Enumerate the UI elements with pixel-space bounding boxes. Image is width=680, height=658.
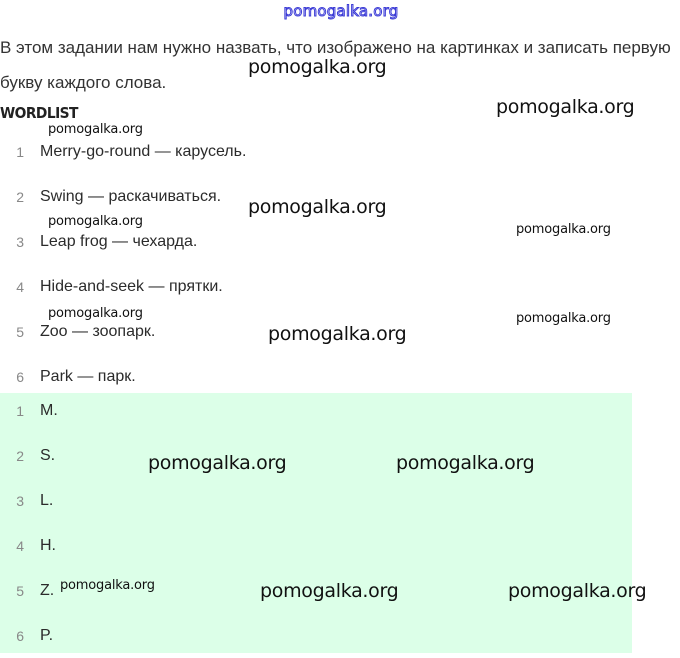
wordlist-heading: WORDLIST: [0, 104, 78, 122]
watermark: pomogalka.org: [260, 580, 399, 602]
item-number: 2: [16, 188, 24, 205]
answer-text: S.: [40, 446, 56, 464]
watermark: pomogalka.org: [516, 311, 611, 326]
item-text: Zoo — зоопарк.: [40, 322, 156, 340]
item-number: 4: [16, 278, 24, 295]
watermark: pomogalka.org: [496, 96, 635, 118]
item-number: 6: [16, 368, 24, 385]
answer-number: 6: [16, 627, 24, 644]
item-text: Merry-go-round — карусель.: [40, 142, 247, 160]
watermark: pomogalka.org: [268, 323, 407, 345]
list-item: [0, 174, 221, 219]
item-number: 5: [16, 323, 24, 340]
item-text: Park — парк.: [40, 367, 136, 385]
watermark: pomogalka.org: [248, 196, 387, 218]
task-intro: В этом задании нам нужно назвать, что изображено на картинках и записать первую букву каждого слова.: [0, 38, 671, 92]
watermark: pomogalka.org: [48, 122, 143, 137]
watermark: pomogalka.org: [48, 214, 143, 229]
watermark: pomogalka.org: [248, 56, 387, 78]
answer-item: [0, 613, 53, 658]
watermark: pomogalka.org: [48, 306, 143, 321]
answer-number: 5: [16, 582, 24, 599]
answer-item: [0, 523, 56, 568]
watermark: pomogalka.org: [396, 452, 535, 474]
answers-panel: [0, 393, 632, 653]
site-header: [0, 0, 680, 18]
answer-number: 1: [16, 402, 24, 419]
answer-text: L.: [40, 491, 54, 509]
item-text: Hide-and-seek — прятки.: [40, 277, 223, 295]
answer-text: P.: [40, 626, 54, 644]
watermark: pomogalka.org: [148, 452, 287, 474]
answer-number: 2: [16, 447, 24, 464]
item-text: Leap frog — чехарда.: [40, 232, 198, 250]
item-number: 3: [16, 233, 24, 250]
answer-number: 3: [16, 492, 24, 509]
site-logo[interactable]: pomogalka.org: [283, 2, 399, 20]
answer-text: Z.: [40, 581, 55, 599]
answer-number: 4: [16, 537, 24, 554]
answer-item: [0, 433, 55, 478]
answer-item: [0, 478, 53, 523]
list-item: [0, 264, 223, 309]
watermark: pomogalka.org: [508, 580, 647, 602]
watermark: pomogalka.org: [516, 222, 611, 237]
answer-item: [0, 388, 58, 433]
item-text: Swing — раскачиваться.: [40, 187, 222, 205]
answer-text: M.: [40, 401, 58, 419]
watermark: pomogalka.org: [60, 578, 155, 593]
answer-item: [0, 568, 54, 613]
item-number: 1: [16, 143, 24, 160]
answer-text: H.: [40, 536, 56, 554]
